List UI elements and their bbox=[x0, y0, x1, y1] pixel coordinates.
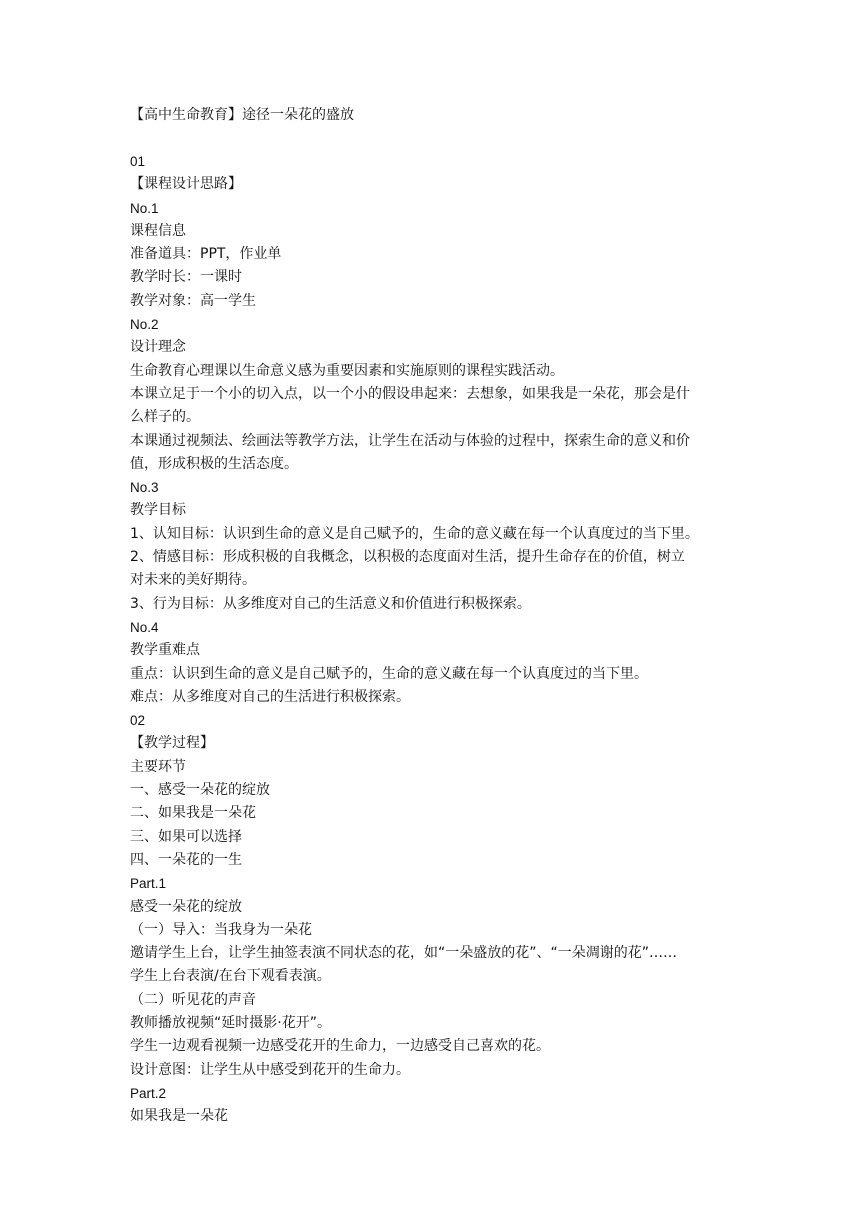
paragraph-line: 本课立足于一个小的切入点，以一个小的假设串起来：去想象，如果我是一朵花，那会是什 bbox=[130, 385, 690, 402]
subsection-number: No.4 bbox=[130, 619, 159, 635]
document-title: 【高中生命教育】途径一朵花的盛放 bbox=[130, 107, 354, 123]
section-heading: 【教学过程】 bbox=[130, 735, 214, 752]
paragraph-line: （一）导入：当我身为一朵花 bbox=[130, 921, 312, 938]
section-number: 01 bbox=[130, 154, 146, 169]
paragraph-line: 3、行为目标：从多维度对自己的生活意义和价值进行积极探索。 bbox=[130, 595, 531, 612]
paragraph-line: 教学对象：高一学生 bbox=[130, 292, 256, 309]
subsection-heading: 教学重难点 bbox=[130, 642, 200, 659]
paragraph-line: 么样子的。 bbox=[130, 409, 200, 426]
subsection-number: No.3 bbox=[130, 480, 159, 496]
part-heading: 如果我是一朵花 bbox=[130, 1108, 228, 1125]
subsection-number: No.2 bbox=[130, 317, 159, 333]
section-heading: 【课程设计思路】 bbox=[130, 176, 242, 193]
paragraph-line: 学生一边观看视频一边感受花开的生命力，一边感受自己喜欢的花。 bbox=[130, 1038, 550, 1055]
section-number: 02 bbox=[130, 713, 146, 729]
list-item: 一、感受一朵花的绽放 bbox=[130, 782, 270, 799]
subsection-heading: 教学目标 bbox=[130, 502, 186, 519]
paragraph-line: 对未来的美好期待。 bbox=[130, 572, 256, 589]
paragraph-line: 2、情感目标：形成积极的自我概念，以积极的态度面对生活，提升生命存在的价值，树立 bbox=[130, 549, 685, 566]
paragraph-line: 学生上台表演/在台下观看表演。 bbox=[130, 968, 331, 985]
subsection-heading: 主要环节 bbox=[130, 758, 186, 775]
list-item: 四、一朵花的一生 bbox=[130, 851, 242, 868]
paragraph-line: 重点：认识到生命的意义是自己赋予的，生命的意义藏在每一个认真度过的当下里。 bbox=[130, 665, 648, 682]
paragraph-line: 本课通过视频法、绘画法等教学方法，让学生在活动与体验的过程中，探索生命的意义和价 bbox=[130, 432, 690, 449]
subsection-heading: 课程信息 bbox=[130, 222, 186, 239]
paragraph-line: 教学时长：一课时 bbox=[130, 269, 242, 286]
subsection-heading: 设计理念 bbox=[130, 339, 186, 356]
paragraph-line: 难点：从多维度对自己的生活进行积极探索。 bbox=[130, 688, 410, 705]
paragraph-line: 准备道具：PPT，作业单 bbox=[130, 246, 282, 263]
paragraph-line: 邀请学生上台，让学生抽签表演不同状态的花，如“一朵盛放的花”、“一朵凋谢的花”…… bbox=[130, 945, 678, 962]
paragraph-line: 教师播放视频“延时摄影·花开”。 bbox=[130, 1014, 331, 1031]
paragraph-line: 值，形成积极的生活态度。 bbox=[130, 455, 298, 472]
list-item: 三、如果可以选择 bbox=[130, 828, 242, 845]
part-heading: 感受一朵花的绽放 bbox=[130, 898, 242, 915]
subsection-number: No.1 bbox=[130, 200, 159, 216]
document-body bbox=[130, 150, 740, 1128]
paragraph-line: （二）听见花的声音 bbox=[130, 991, 256, 1008]
list-item: 二、如果我是一朵花 bbox=[130, 805, 256, 822]
paragraph-line: 1、认知目标：认识到生命的意义是自己赋予的，生命的意义藏在每一个认真度过的当下里。 bbox=[130, 525, 699, 542]
paragraph-line: 生命教育心理课以生命意义感为重要因素和实施原则的课程实践活动。 bbox=[130, 362, 564, 379]
part-label: Part.1 bbox=[130, 876, 167, 892]
paragraph-line: 设计意图：让学生从中感受到花开的生命力。 bbox=[130, 1061, 410, 1078]
part-label: Part.2 bbox=[130, 1085, 167, 1101]
